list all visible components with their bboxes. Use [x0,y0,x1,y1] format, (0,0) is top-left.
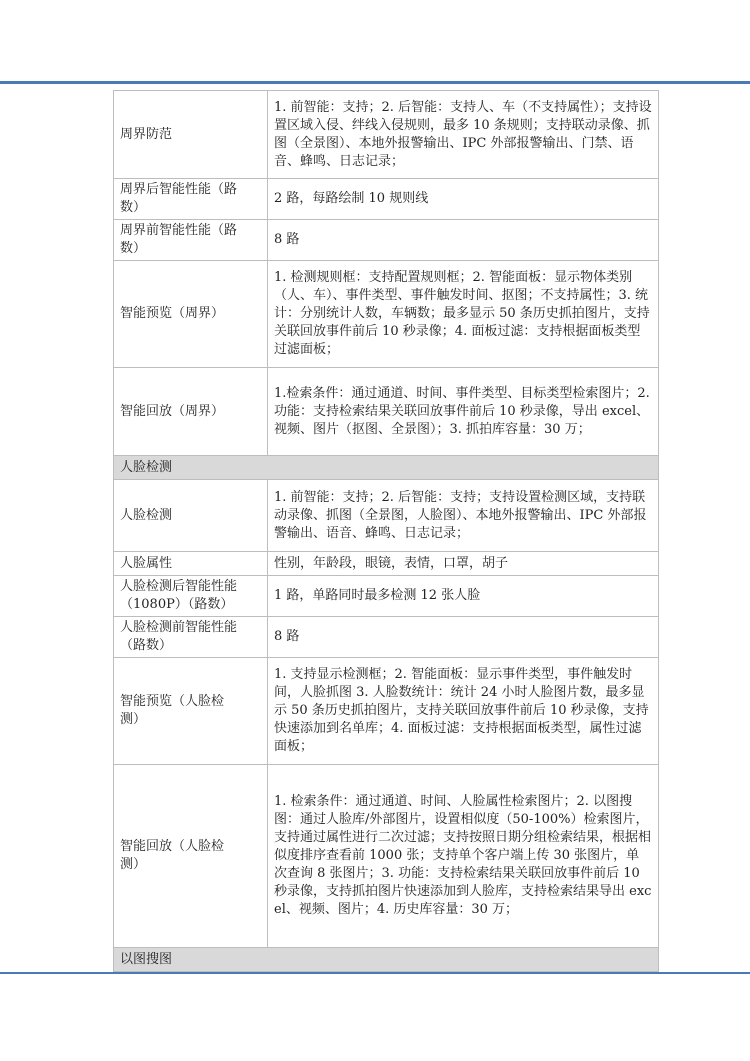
table-row [114,368,659,456]
spec-key: 智能回放（人脸检 测） [114,765,268,948]
spec-key: 人脸检测前智能性能 （路数） [114,617,268,658]
section-title: 以图搜图 [114,948,659,972]
spec-key: 人脸检测 [114,480,268,552]
table-row [114,765,659,948]
spec-key: 周界后智能性能（路 数） [114,179,268,220]
table-row [114,179,659,220]
spec-table [113,90,659,972]
spec-value: 1. 前智能：支持；2. 后智能：支持；支持设置检测区域，支持联动录像、抓图（全景图，人脸图）、本地外报警输出、IPC 外部报警输出、语音、蜂鸣、日志记录； [268,480,659,552]
spec-value: 8 路 [268,617,659,658]
section-row [114,456,659,480]
spec-key: 智能回放（周界） [114,368,268,456]
spec-key: 人脸属性 [114,552,268,576]
table-row [114,576,659,617]
table-row [114,220,659,261]
table-row [114,480,659,552]
footer-rule [0,972,750,974]
spec-value: 1. 检测规则框：支持配置规则框；2. 智能面板：显示物体类别（人、车）、事件类型、事件触发时间、抠图；不支持属性；3. 统计：分别统计人数，车辆数；最多显示 50 条历史抓拍图片，支持关联回放事件前后 10 秒录像；4. 面板过滤：支持根据面板类型过滤面板； [268,261,659,368]
spec-value: 1 路，单路同时最多检测 12 张人脸 [268,576,659,617]
spec-value: 1.检索条件：通过通道、时间、事件类型、目标类型检索图片；2. 功能：支持检索结果关联回放事件前后 10 秒录像，导出 excel、视频、图片（抠图、全景图）；3. 抓拍库容量：30 万； [268,368,659,456]
spec-key: 人脸检测后智能性能 （1080P）（路数） [114,576,268,617]
spec-key: 周界前智能性能（路 数） [114,220,268,261]
table-row [114,552,659,576]
spec-key: 周界防范 [114,91,268,179]
spec-value: 8 路 [268,220,659,261]
spec-key: 智能预览（周界） [114,261,268,368]
spec-value: 1. 检索条件：通过通道、时间、人脸属性检索图片；2. 以图搜图：通过人脸库/外部图片，设置相似度（50-100%）检索图片，支持通过属性进行二次过滤；支持按照日期分组检索结果，根据相似度排序查看前 1000 张；支持单个客户端上传 30 张图片，单次查询 8 张图片；3. 功能：支持检索结果关联回放事件前后 10 秒录像，支持抓拍图片快速添加到人脸库，支持检索结果导出 excel、视频、图片；4. 历史库容量：30 万； [268,765,659,948]
spec-value: 1. 支持显示检测框；2. 智能面板：显示事件类型，事件触发时间，人脸抓图 3. 人脸数统计：统计 24 小时人脸图片数，最多显示 50 条历史抓拍图片，支持关联回放事件前后 10 秒录像，支持快速添加到名单库；4. 面板过滤：支持根据面板类型，属性过滤面板； [268,658,659,765]
spec-value: 1. 前智能：支持；2. 后智能：支持人、车（不支持属性）；支持设置区域入侵、绊线入侵规则，最多 10 条规则；支持联动录像、抓图（全景图）、本地外报警输出、IPC 外部报警输出、门禁、语音、蜂鸣、日志记录； [268,91,659,179]
table-row [114,658,659,765]
section-title: 人脸检测 [114,456,659,480]
section-row [114,948,659,972]
table-row [114,617,659,658]
table-row [114,261,659,368]
spec-value: 2 路，每路绘制 10 规则线 [268,179,659,220]
table-row [114,91,659,179]
spec-value: 性别，年龄段，眼镜，表情，口罩，胡子 [268,552,659,576]
spec-key: 智能预览（人脸检 测） [114,658,268,765]
header-rule [0,81,750,84]
